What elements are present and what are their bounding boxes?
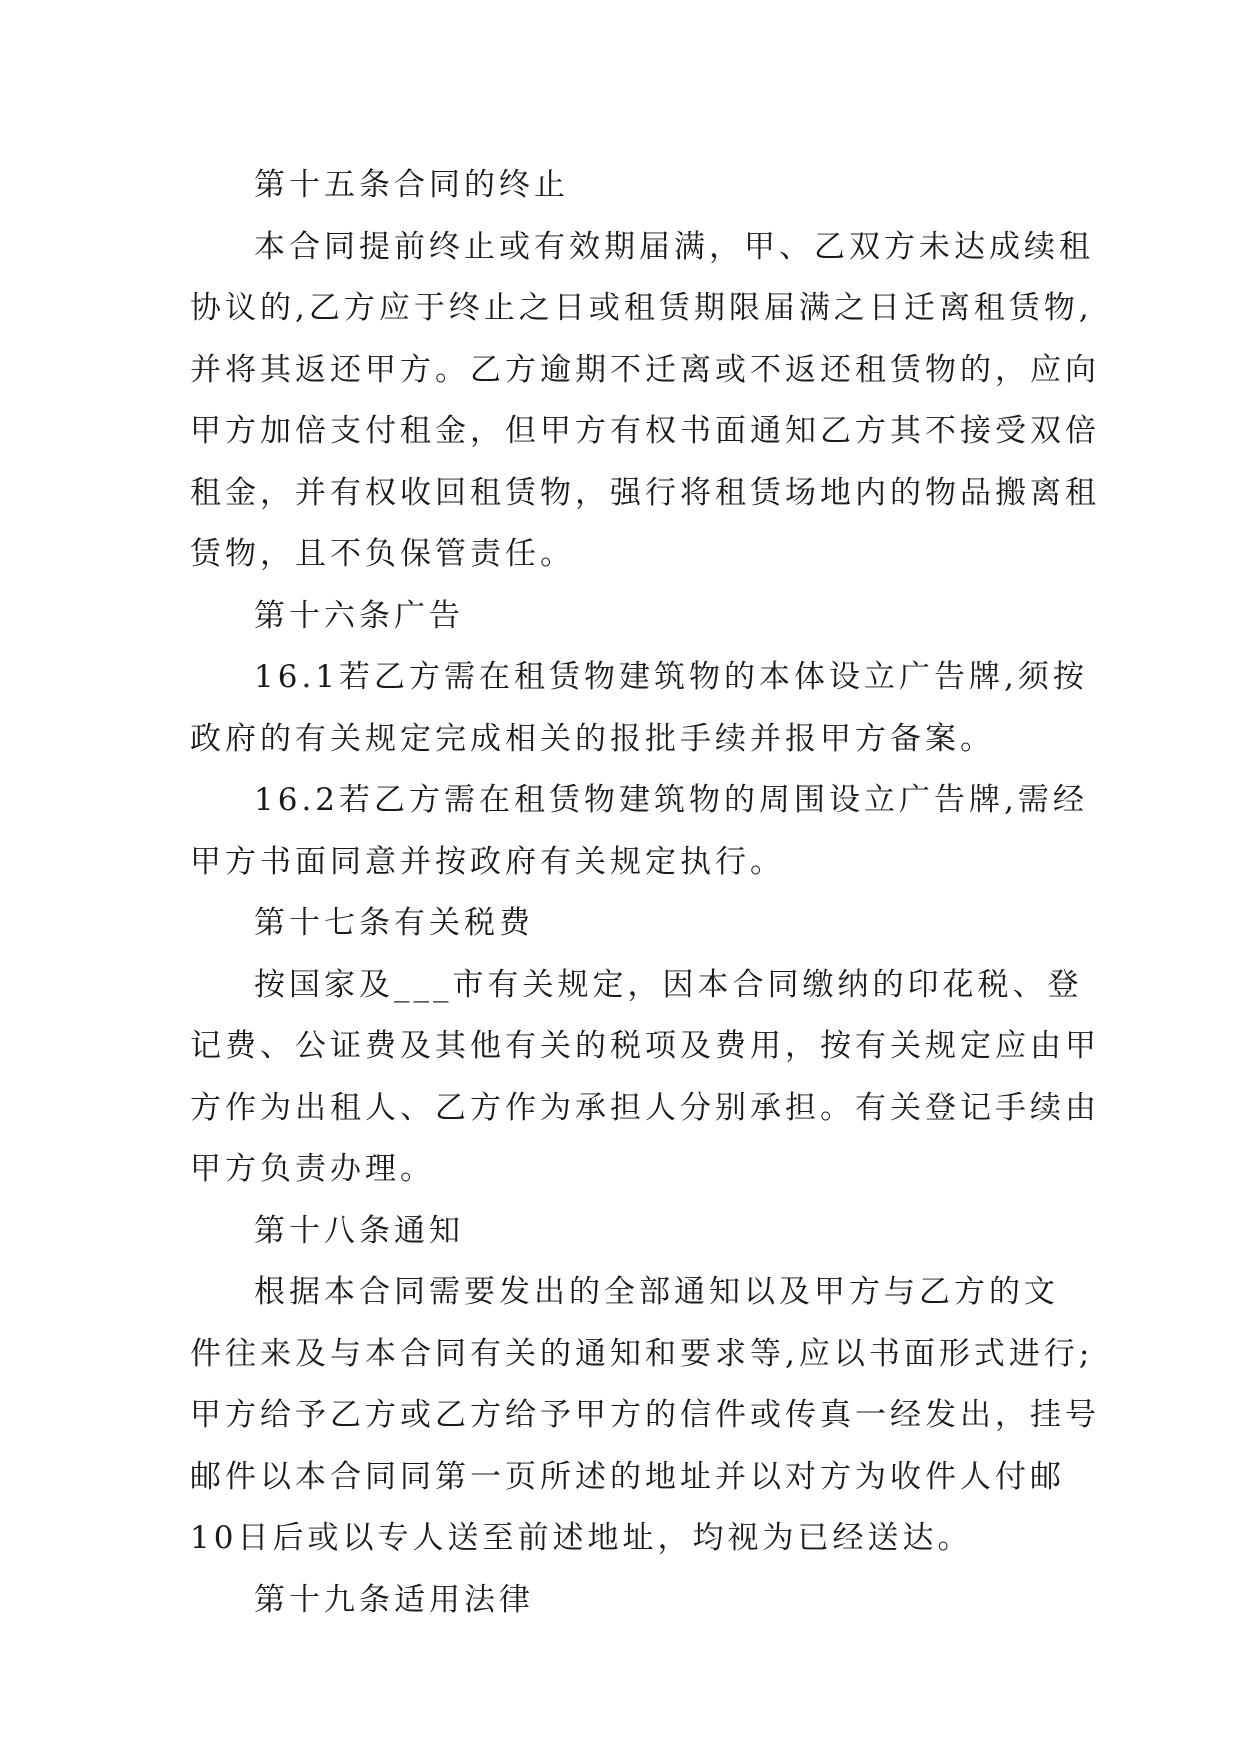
paragraph-line: 甲方负责办理。 xyxy=(190,1151,435,1187)
paragraph-line: 政府的有关规定完成相关的报批手续并报甲方备案。 xyxy=(190,720,995,757)
paragraph-line: 租金，并有权收回租赁物，强行将租赁场地内的物品搬离租 xyxy=(190,474,1100,511)
document-body xyxy=(190,155,1100,1631)
article-heading: 第十九条适用法律 xyxy=(254,1581,534,1618)
paragraph-line: 本合同提前终止或有效期届满，甲、乙双方未达成续租 xyxy=(254,228,1094,265)
paragraph-line: 邮件以本合同同第一页所述的地址并以对方为收件人付邮 xyxy=(190,1458,1065,1495)
article-heading: 第十五条合同的终止 xyxy=(254,167,569,203)
paragraph-line: 甲方加倍支付租金，但甲方有权书面通知乙方其不接受双倍 xyxy=(190,413,1100,449)
paragraph-line: 方作为出租人、乙方作为承担人分别承担。有关登记手续由 xyxy=(190,1089,1100,1126)
paragraph-line: 10日后或以专人送至前述地址，均视为已经送达。 xyxy=(190,1520,973,1556)
paragraph-line: 赁物，且不负保管责任。 xyxy=(190,536,575,572)
paragraph-line: 并将其返还甲方。乙方逾期不迁离或不返还租赁物的，应向 xyxy=(190,351,1100,388)
paragraph-line: 甲方给予乙方或乙方给予甲方的信件或传真一经发出，挂号 xyxy=(190,1397,1100,1433)
paragraph-line: 根据本合同需要发出的全部通知以及甲方与乙方的文 xyxy=(254,1274,1059,1310)
paragraph-line: 甲方书面同意并按政府有关规定执行。 xyxy=(190,843,785,880)
article-heading: 第十六条广告 xyxy=(254,597,464,634)
paragraph-line: 协议的,乙方应于终止之日或租赁期限届满之日迁离租赁物, xyxy=(190,290,1093,326)
paragraph-line: 件往来及与本合同有关的通知和要求等,应以书面形式进行; xyxy=(190,1335,1094,1372)
paragraph-line: 16.1若乙方需在租赁物建筑物的本体设立广告牌,须按 xyxy=(254,659,1088,695)
article-heading: 第十七条有关税费 xyxy=(254,905,534,941)
paragraph-line: 按国家及___市有关规定，因本合同缴纳的印花税、登 xyxy=(254,966,1083,1003)
paragraph-line: 记费、公证费及其他有关的税项及费用，按有关规定应由甲 xyxy=(190,1028,1100,1064)
paragraph-line: 16.2若乙方需在租赁物建筑物的周围设立广告牌,需经 xyxy=(254,782,1088,818)
article-heading: 第十八条通知 xyxy=(254,1212,464,1249)
